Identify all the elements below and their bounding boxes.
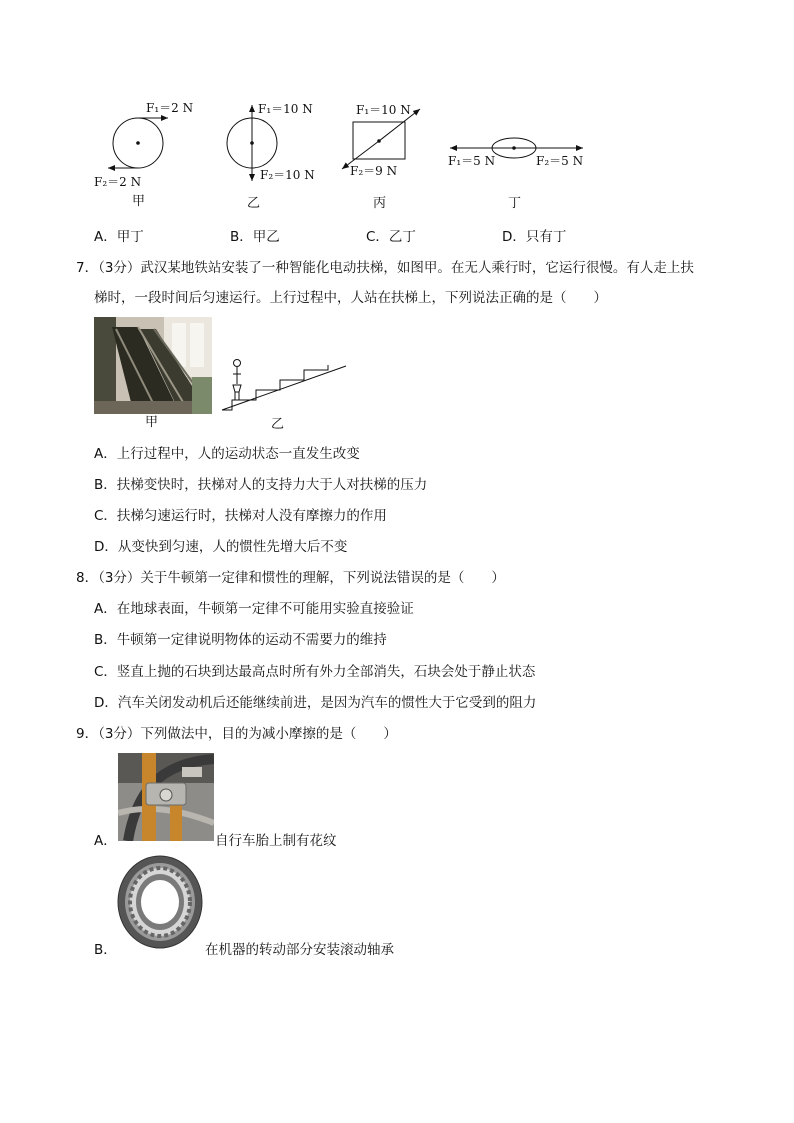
jia-f1-label: F₁＝2 N xyxy=(146,101,194,115)
q6-option-d[interactable]: D．只有丁 xyxy=(502,229,567,245)
figure-bing xyxy=(342,103,420,211)
yi-f2-label: F₂＝10 N xyxy=(260,168,315,182)
figure-jia xyxy=(94,101,193,209)
q7-stem-line1: 7．（3分）武汉某地铁站安装了一种智能化电动扶梯，如图甲。在无人乘行时，它运行很慢。有人走上扶 xyxy=(76,260,694,276)
q8-option-d[interactable]: D．汽车关闭发动机后还能继续前进，是因为汽车的惯性大于它受到的阻力 xyxy=(94,695,537,711)
q6-option-a[interactable]: A．甲丁 xyxy=(94,229,144,245)
q7-option-d[interactable]: D．从变快到匀速，人的惯性先增大后不变 xyxy=(94,539,348,555)
q9-option-a-text[interactable]: 自行车胎上制有花纹 xyxy=(215,833,337,849)
q9-option-b-letter[interactable]: B． xyxy=(94,942,117,958)
escalator-sketch-caption: 乙 xyxy=(271,417,285,432)
ding-f2-label: F₂＝5 N xyxy=(536,154,584,168)
escalator-photo-caption: 甲 xyxy=(145,415,159,430)
bing-f1-label: F₁＝10 N xyxy=(356,103,411,117)
ding-caption: 丁 xyxy=(508,196,522,211)
q6-figures xyxy=(80,95,620,215)
q6-option-c[interactable]: C．乙丁 xyxy=(366,229,416,245)
q7-option-a[interactable]: A．上行过程中，人的运动状态一直发生改变 xyxy=(94,446,360,462)
bing-caption: 丙 xyxy=(373,196,387,211)
q8-option-c[interactable]: C．竖直上抛的石块到达最高点时所有外力全部消失，石块会处于静止状态 xyxy=(94,664,536,680)
escalator-photo xyxy=(94,317,212,414)
q9-stem: 9．（3分）下列做法中，目的为减小摩擦的是（ ） xyxy=(76,726,397,742)
q7-option-c[interactable]: C．扶梯匀速运行时，扶梯对人没有摩擦力的作用 xyxy=(94,508,387,524)
q7-option-b[interactable]: B．扶梯变快时，扶梯对人的支持力大于人对扶梯的压力 xyxy=(94,477,428,493)
bearing-photo xyxy=(115,853,205,951)
q8-stem: 8．（3分）关于牛顿第一定律和惯性的理解，下列说法错误的是（ ） xyxy=(76,570,505,586)
q9-option-b-text[interactable]: 在机器的转动部分安装滚动轴承 xyxy=(205,942,394,958)
q6-option-b[interactable]: B．甲乙 xyxy=(230,229,280,245)
q8-option-a[interactable]: A．在地球表面，牛顿第一定律不可能用实验直接验证 xyxy=(94,601,414,617)
q8-option-b[interactable]: B．牛顿第一定律说明物体的运动不需要力的维持 xyxy=(94,632,387,648)
ding-f1-label: F₁＝5 N xyxy=(448,154,496,168)
bing-f2-label: F₂＝9 N xyxy=(350,164,398,178)
yi-caption: 乙 xyxy=(247,196,261,211)
yi-f1-label: F₁＝10 N xyxy=(258,102,313,116)
figure-yi xyxy=(227,102,315,211)
escalator-sketch xyxy=(218,352,350,414)
q9-option-a-letter[interactable]: A． xyxy=(94,833,117,849)
bike-tire-photo xyxy=(118,753,214,841)
jia-caption: 甲 xyxy=(132,194,146,209)
figure-ding xyxy=(448,138,583,211)
jia-f2-label: F₂＝2 N xyxy=(94,175,142,189)
q7-stem-line2: 梯时，一段时间后匀速运行。上行过程中，人站在扶梯上，下列说法正确的是（ ） xyxy=(94,290,607,306)
